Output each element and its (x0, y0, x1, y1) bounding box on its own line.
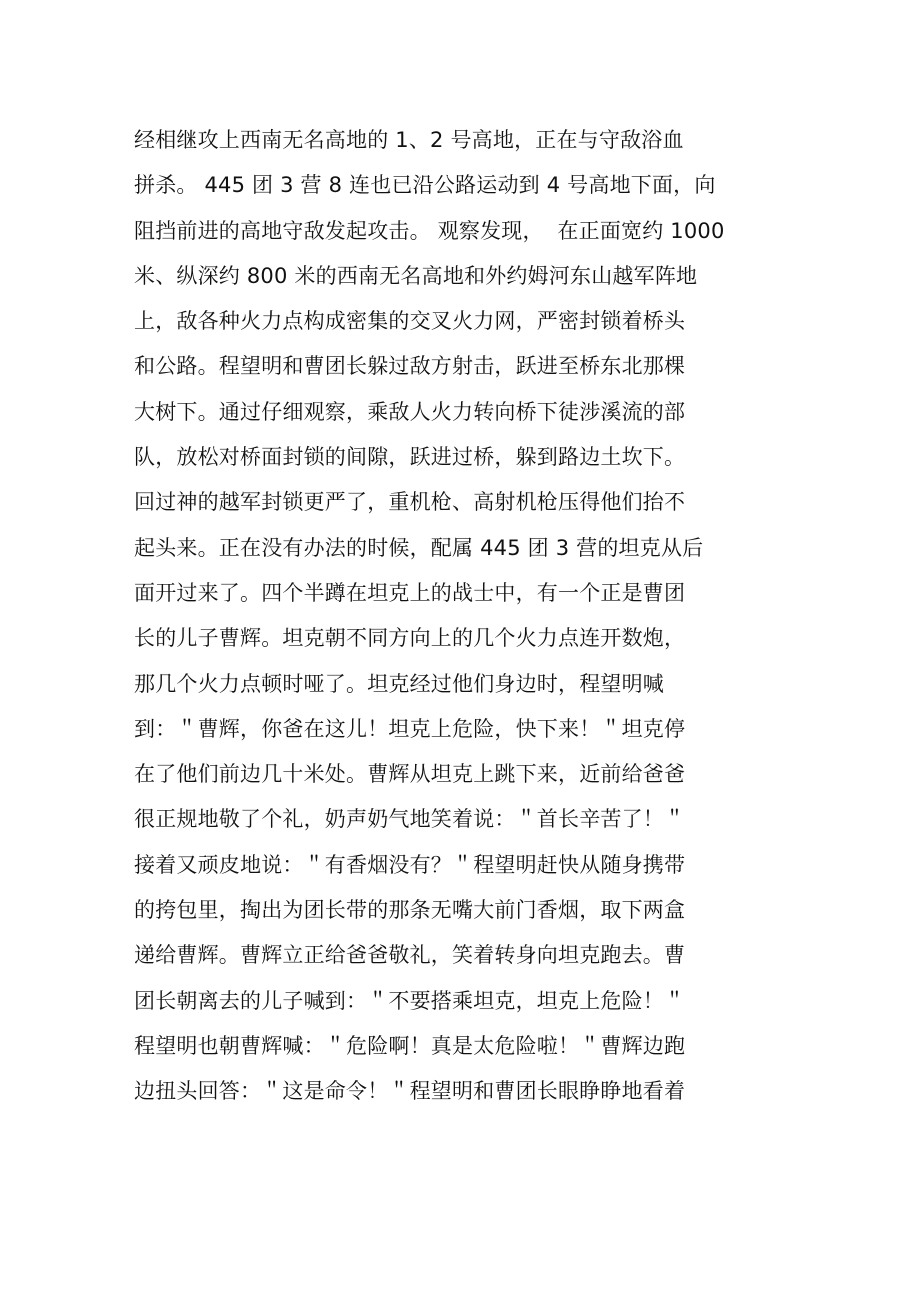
text-line: 的挎包里，掏出为团长带的那条无嘴大前门香烟，取下两盒 (134, 898, 686, 923)
text-line: 回过神的越军封锁更严了，重机枪、高射机枪压得他们抬不 (134, 490, 686, 515)
text-line: 在了他们前边几十米处。曹辉从坦克上跳下来，近前给爸爸 (134, 762, 686, 787)
text-line: 长的儿子曹辉。坦克朝不同方向上的几个火力点连开数炮， (134, 626, 686, 651)
text-line: 拼杀。 445 团 3 营 8 连也已沿公路运动到 4 号高地下面，向 (134, 173, 716, 198)
body-text (134, 118, 834, 1115)
text-line: 到：＂曹辉，你爸在这儿！坦克上危险，快下来！＂坦克停 (134, 716, 686, 741)
text-line: 接着又顽皮地说：＂有香烟没有？＂程望明赶快从随身携带 (134, 852, 686, 877)
text-line: 阻挡前进的高地守敌发起攻击。 观察发现， 在正面宽约 1000 (134, 218, 725, 243)
text-line: 团长朝离去的儿子喊到：＂不要搭乘坦克，坦克上危险！＂ (134, 988, 686, 1013)
text-line: 很正规地敬了个礼，奶声奶气地笑着说：＂首长辛苦了！＂ (134, 807, 686, 832)
text-line: 那几个火力点顿时哑了。坦克经过他们身边时，程望明喊 (134, 671, 664, 696)
text-line: 和公路。程望明和曹团长躲过敌方射击，跃进至桥东北那棵 (134, 354, 686, 379)
text-line: 递给曹辉。曹辉立正给爸爸敬礼，笑着转身向坦克跑去。曹 (134, 943, 686, 968)
text-line: 大树下。通过仔细观察，乘敌人火力转向桥下徒涉溪流的部 (134, 399, 686, 424)
text-line: 米、纵深约 800 米的西南无名高地和外约姆河东山越军阵地 (134, 263, 698, 288)
text-line: 面开过来了。四个半蹲在坦克上的战士中，有一个正是曹团 (134, 580, 686, 605)
text-line: 边扭头回答：＂这是命令！＂程望明和曹团长眼睁睁地看着 (134, 1079, 686, 1104)
text-line: 程望明也朝曹辉喊：＂危险啊！真是太危险啦！＂曹辉边跑 (134, 1033, 686, 1058)
text-line: 上，敌各种火力点构成密集的交叉火力网，严密封锁着桥头 (134, 309, 686, 334)
text-line: 队，放松对桥面封锁的间隙，跃进过桥，躲到路边土坎下。 (134, 445, 686, 470)
text-line: 经相继攻上西南无名高地的 1、2 号高地，正在与守敌浴血 (134, 128, 684, 152)
text-line: 起头来。正在没有办法的时候，配属 445 团 3 营的坦克从后 (134, 535, 704, 560)
